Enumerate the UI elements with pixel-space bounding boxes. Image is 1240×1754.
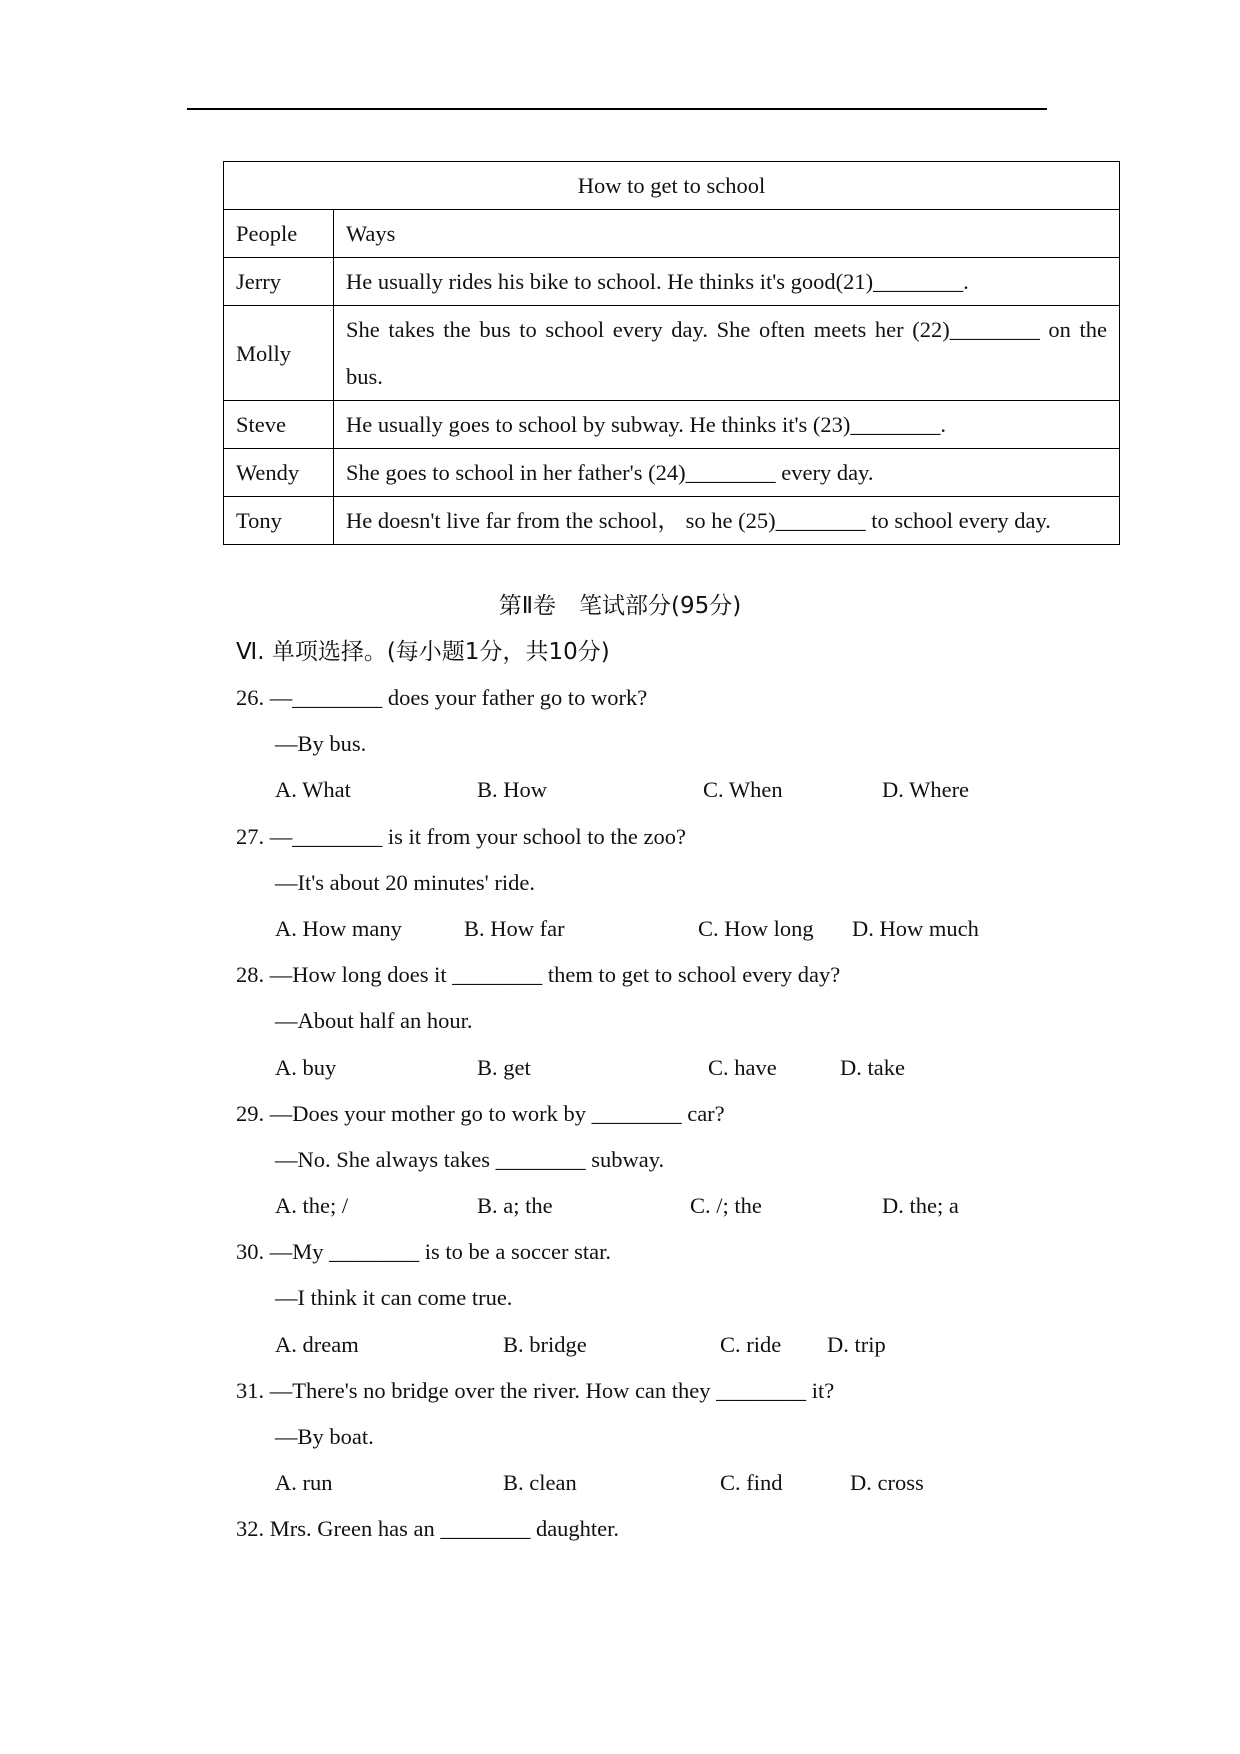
option-b: B. get [477,1054,531,1080]
question-answer: —I think it can come true. [275,1285,513,1311]
option-d: D. cross [850,1470,924,1496]
way-cell: He doesn't live far from the school， so he (25)________ to school every day. [334,497,1120,545]
option-c: C. have [708,1054,777,1080]
table-header-row [224,210,1120,258]
question-stem: 29. —Does your mother go to work by ________ car? [236,1100,725,1126]
option-d: D. Where [882,777,970,803]
option-c: C. When [703,777,783,803]
header-people: People [224,210,334,258]
question-stem: 27. —________ is it from your school to the zoo? [236,823,686,849]
option-b: B. a; the [477,1193,553,1219]
option-c: C. ride [720,1331,782,1357]
option-row [236,1465,1136,1511]
option-row [236,1327,1136,1373]
option-d: D. the; a [882,1193,959,1219]
option-b: B. How far [464,915,565,941]
option-row [236,772,1136,818]
option-a: A. How many [275,915,402,941]
question-stem: 28. —How long does it ________ them to get to school every day? [236,962,841,988]
way-cell: He usually rides his bike to school. He thinks it's good(21)________. [334,258,1120,306]
person-cell: Steve [224,401,334,449]
option-b: B. bridge [503,1331,587,1357]
ways-table [223,161,1120,545]
way-cell: She takes the bus to school every day. She often meets her (22)________ on the bus. [334,306,1120,401]
question-answer: —It's about 20 minutes' ride. [275,869,535,895]
option-b: B. How [477,777,548,803]
option-row [236,1050,1136,1096]
table-row [224,258,1120,306]
question-list [236,680,1136,1558]
option-b: B. clean [503,1470,577,1496]
option-d: D. take [840,1054,905,1080]
option-d: D. How much [852,915,979,941]
person-cell: Tony [224,497,334,545]
question-stem: 30. —My ________ is to be a soccer star. [236,1239,611,1265]
option-c: C. How long [698,915,814,941]
header-rule [187,108,1047,110]
table-row [224,306,1120,401]
option-d: D. trip [827,1331,886,1357]
section-title: 第Ⅱ卷 笔试部分(95分) [498,593,742,619]
question-answer: —By boat. [275,1424,374,1449]
part-heading: Ⅵ. 单项选择。(每小题1分，共10分) [236,639,610,665]
header-ways: Ways [334,210,1120,258]
table-row [224,497,1120,545]
option-a: A. run [275,1470,333,1496]
option-a: A. dream [275,1331,359,1357]
person-cell: Jerry [224,258,334,306]
question-answer: —No. She always takes ________ subway. [275,1146,665,1172]
option-a: A. the; / [275,1193,349,1219]
question-answer: —By bus. [275,731,367,757]
option-c: C. /; the [690,1193,762,1219]
person-cell: Molly [224,306,334,401]
option-row [236,1188,1136,1234]
table-caption: How to get to school [224,162,1120,210]
person-cell: Wendy [224,449,334,497]
way-cell: She goes to school in her father's (24)________ every day. [334,449,1120,497]
question-answer: —About half an hour. [275,1008,473,1034]
question-stem: 32. Mrs. Green has an ________ daughter. [236,1516,620,1542]
option-row [236,911,1136,957]
option-a: A. buy [275,1054,337,1080]
option-a: A. What [275,777,351,803]
table-row [224,449,1120,497]
question-stem: 31. —There's no bridge over the river. How can they ________ it? [236,1377,835,1403]
option-c: C. find [720,1470,783,1496]
question-stem: 26. —________ does your father go to work? [236,685,648,710]
way-cell: He usually goes to school by subway. He thinks it's (23)________. [334,401,1120,449]
table-row [224,401,1120,449]
